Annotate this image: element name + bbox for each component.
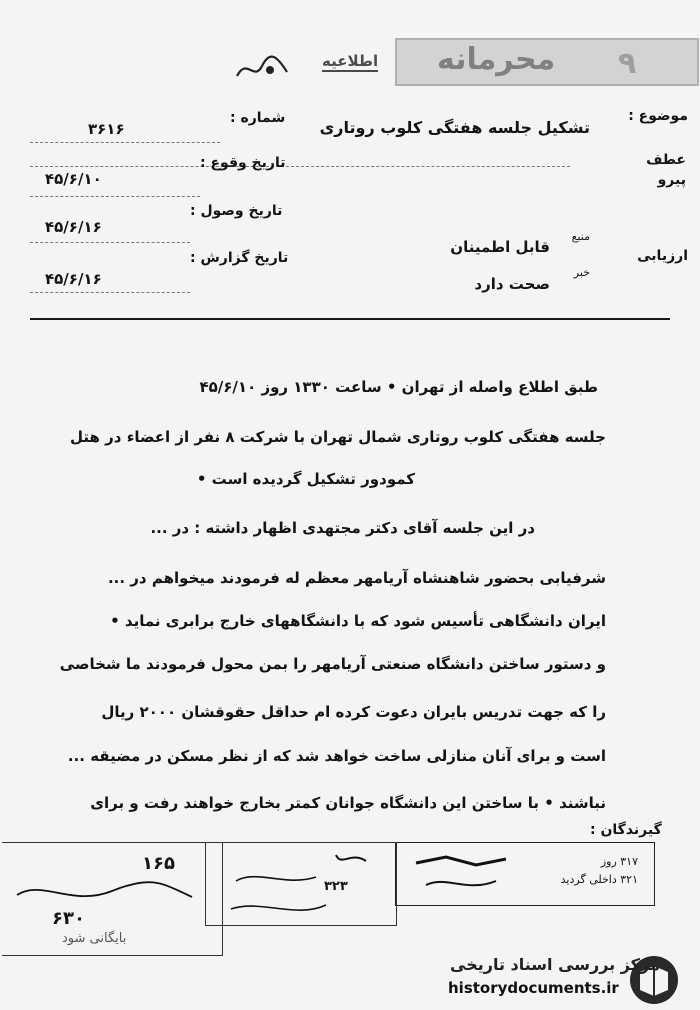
meta-label-receipt: تاریخ وصول : — [190, 203, 283, 219]
news-label: خبر — [573, 266, 590, 279]
recipients-handwriting — [406, 849, 516, 899]
divider-dashes — [30, 166, 570, 167]
body-line-6: ایران دانشگاهی تأسیس شود که با دانشگاههای خارج برابری نماید • — [110, 612, 606, 630]
doc-type-label: اطلاعیه — [322, 52, 379, 70]
subject-value: تشکیل جلسه هفتگی کلوب روتاری — [319, 118, 590, 137]
handwritten-signature-top — [232, 52, 292, 86]
body-line-1: طبق اطلاع واصله از تهران • ساعت ۱۳۳۰ روز ۴۵/۶/۱۰ — [199, 378, 598, 396]
body-line-4: در این جلسه آقای دکتر مجتهدی اظهار داشته : در ... — [150, 519, 535, 537]
classification-stamp — [322, 38, 699, 86]
watermark-line-2: historydocuments.ir — [448, 979, 619, 997]
meta-value-report: ۴۵/۶/۱۶ — [45, 270, 102, 288]
meta-value-occurrence: ۴۵/۶/۱۰ — [45, 170, 102, 188]
archive-note: بایگانی شود — [62, 931, 127, 946]
left-number: ۱۶۵ — [142, 853, 175, 874]
meta-dash-1 — [30, 142, 220, 143]
recipients-box — [395, 842, 655, 906]
left-stamp-box — [2, 842, 223, 956]
left-handwriting — [12, 873, 202, 913]
followup-label: پیرو — [657, 172, 686, 188]
source-value: قابل اطمینان — [450, 238, 550, 256]
body-line-10: نباشند • با ساختن این دانشگاه جوانان کمتر بخارج خواهند رفت و برای — [90, 794, 606, 812]
attachment-label: عطف — [646, 152, 686, 168]
classification-text: محرمانه — [437, 42, 556, 77]
meta-dash-4 — [30, 292, 190, 293]
left-code: ۶۳۰ — [52, 908, 85, 929]
body-line-3: کمودور تشکیل گردیده است • — [196, 470, 415, 488]
meta-dash-2 — [30, 196, 200, 197]
meta-label-report: تاریخ گزارش : — [190, 250, 289, 266]
body-line-9: است و برای آنان منازلی ساخت خواهد شد که از نظر مسکن در مضیقه ... — [67, 747, 606, 765]
header-rule — [30, 318, 670, 320]
recipient-line-2: ۳۲۱ داخلی گردید — [560, 873, 638, 886]
middle-stamp-box — [205, 842, 397, 926]
meta-label-occurrence: تاریخ وقوع : — [200, 155, 286, 171]
body-line-5: شرفیابی بحضور شاهنشاه آریامهر معظم له فرمودند میخواهم در ... — [107, 569, 606, 587]
body-line-2: جلسه هفتگی کلوب روتاری شمال تهران با شرکت ۸ نفر از اعضاء در هتل — [70, 428, 606, 446]
meta-value-number: ۳۶۱۶ — [88, 120, 125, 138]
subject-label: موضوع : — [628, 108, 688, 124]
recipients-label: گیرندگان : — [590, 822, 662, 838]
source-label: منبع — [571, 230, 590, 243]
body-line-8: را که جهت تدریس بایران دعوت کرده ام حداقل حقوقشان ۲۰۰۰ ریال — [101, 703, 606, 721]
body-line-7: و دستور ساختن دانشگاه صنعتی آریامهر را بمن محول فرمودند ما شخاصی — [59, 655, 606, 673]
meta-label-number: شماره : — [230, 110, 286, 126]
evaluation-label: ارزیابی — [637, 248, 688, 264]
news-value: صحت دارد — [474, 275, 550, 293]
meta-value-receipt: ۴۵/۶/۱۶ — [45, 218, 102, 236]
recipient-line-1: ۳۱۷ روز — [600, 855, 638, 868]
middle-handwriting — [216, 847, 386, 923]
watermark-line-1: مرکز بررسی اسناد تاریخی — [450, 955, 660, 974]
meta-dash-3 — [30, 242, 190, 243]
middle-number: ۳۲۳ — [324, 879, 348, 894]
